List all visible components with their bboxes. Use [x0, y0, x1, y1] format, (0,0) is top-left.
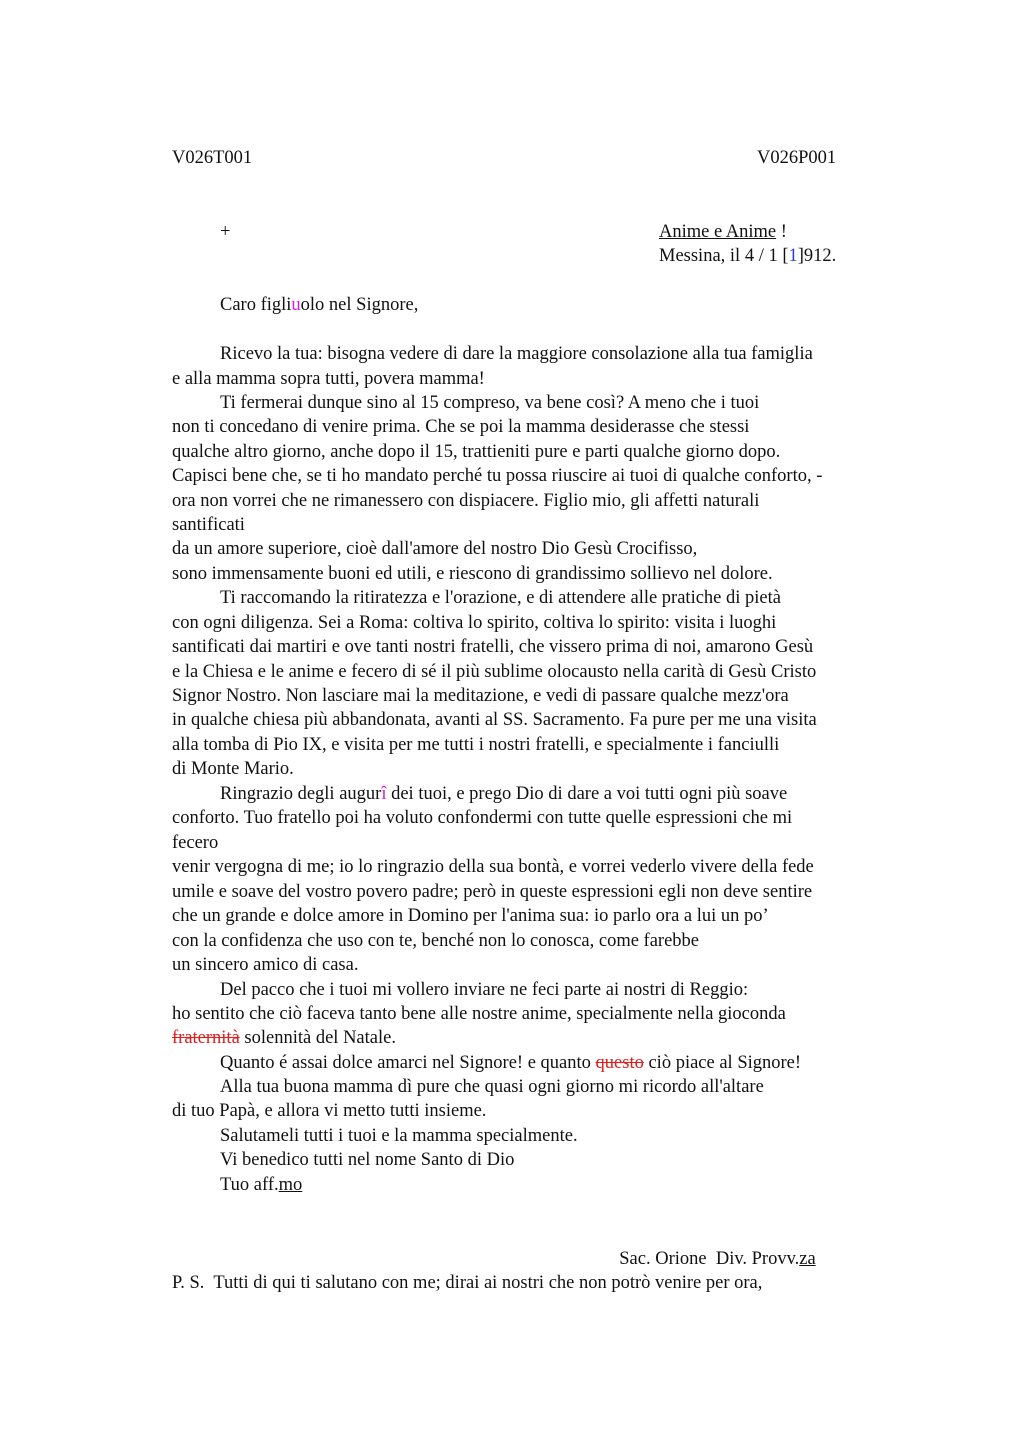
- body-line: venir vergogna di me; io lo ringrazio della sua bontà, e vorrei vederlo vivere della fede: [172, 857, 814, 877]
- natale-post: solennità del Natale.: [239, 1028, 396, 1048]
- closing-line: Salutameli tutti i tuoi e la mamma specialmente.: [220, 1126, 578, 1146]
- body-line: che un grande e dolce amore in Domino per l'anima sua: io parlo ora a lui un po’: [172, 906, 769, 926]
- greeting-post: olo nel Signore,: [300, 295, 419, 315]
- body-line: Ti raccomando la ritiratezza e l'orazione, e di attendere alle pratiche di pietà: [220, 588, 781, 608]
- motto: [659, 220, 787, 245]
- date-pre: Messina, il 4 / 1 [: [659, 246, 789, 266]
- amarci-pre: Quanto é assai dolce amarci nel Signore! e quanto: [220, 1053, 596, 1073]
- body-line: di Monte Mario.: [172, 759, 294, 779]
- date-insert: 1: [788, 246, 798, 266]
- postscript: P. S. Tutti di qui ti salutano con me; dirai ai nostri che non potrò venire per ora,: [172, 1273, 763, 1293]
- signature-pre: Sac. Orione Div. Provv.: [619, 1248, 800, 1269]
- body-line: qualche altro giorno, anche dopo il 15, trattieniti pure e parti qualche giorno dopo.: [172, 442, 781, 462]
- motto-text: Anime e Anime: [659, 222, 777, 242]
- body-line: non ti concedano di venire prima. Che se poi la mamma desiderasse che stessi: [172, 417, 750, 437]
- valediction: [220, 1173, 302, 1198]
- date-line: [659, 244, 836, 269]
- valediction-sup: mo: [278, 1175, 303, 1195]
- cross-symbol: +: [220, 222, 231, 242]
- augur-post: dei tuoi, e prego Dio di dare a voi tutti ogni più soave: [386, 784, 788, 804]
- deleted-word: questo: [595, 1053, 644, 1073]
- greeting-insert: u: [291, 295, 301, 315]
- body-line: conforto. Tuo fratello poi ha voluto confondermi con tutte quelle espressioni che mi: [172, 808, 793, 828]
- body-line: santificati: [172, 515, 245, 535]
- valediction-pre: Tuo aff.: [220, 1175, 279, 1195]
- body-line: santificati dai martiri e ove tanti nostri fratelli, che vissero prima di noi, amarono Gesù: [172, 637, 814, 657]
- body-line: con ogni diligenza. Sei a Roma: coltiva lo spirito, coltiva lo spirito: visita i luoghi: [172, 613, 777, 633]
- body-line: un sincero amico di casa.: [172, 955, 359, 975]
- signature-sup: za: [799, 1248, 816, 1269]
- header-right-code: V026P001: [757, 148, 837, 168]
- body-line: Capisci bene che, se ti ho mandato perché tu possa riuscire ai tuoi di qualche conforto, -: [172, 466, 823, 486]
- closing-line: Alla tua buona mamma dì pure che quasi ogni giorno mi ricordo all'altare: [220, 1077, 764, 1097]
- amarci-line: [220, 1051, 801, 1076]
- header-left-code: V026T001: [172, 148, 253, 168]
- body-line: Signor Nostro. Non lasciare mai la meditazione, e vedi di passare qualche mezz'ora: [172, 686, 789, 706]
- body-line: Del pacco che i tuoi mi vollero inviare ne feci parte ai nostri di Reggio:: [220, 980, 749, 1000]
- deleted-word: fraternità: [172, 1028, 240, 1048]
- body-line: e alla mamma sopra tutti, povera mamma!: [172, 369, 485, 389]
- body-line: alla tomba di Pio IX, e visita per me tutti i nostri fratelli, e specialmente i fanciulli: [172, 735, 780, 755]
- closing-line: di tuo Papà, e allora vi metto tutti insieme.: [172, 1101, 487, 1121]
- augur-pre: Ringrazio degli augur: [220, 784, 382, 804]
- body-line: sono immensamente buoni ed utili, e riescono di grandissimo sollievo nel dolore.: [172, 564, 773, 584]
- body-line: Ti fermerai dunque sino al 15 compreso, va bene così? A meno che i tuoi: [220, 393, 760, 413]
- body-line: umile e soave del vostro povero padre; però in queste espressioni egli non deve sentire: [172, 882, 813, 902]
- amarci-post: ciò piace al Signore!: [643, 1053, 802, 1073]
- augur-line: [220, 782, 787, 807]
- augur-insert: î: [381, 784, 387, 804]
- date-post: ]912.: [797, 246, 837, 266]
- body-line: fecero: [172, 833, 219, 853]
- body-line: con la confidenza che uso con te, benché non lo conosca, come farebbe: [172, 931, 700, 951]
- greeting-pre: Caro figli: [220, 295, 292, 315]
- body-line: ho sentito che ciò faceva tanto bene alle nostre anime, specialmente nella gioconda: [172, 1004, 786, 1024]
- body-line: ora non vorrei che ne rimanessero con dispiacere. Figlio mio, gli affetti naturali: [172, 491, 760, 511]
- body-line: Ricevo la tua: bisogna vedere di dare la maggiore consolazione alla tua famiglia: [220, 344, 813, 364]
- greeting: [220, 293, 418, 318]
- closing-line: Vi benedico tutti nel nome Santo di Dio: [220, 1150, 515, 1170]
- natale-line: [172, 1026, 396, 1051]
- motto-exclaim: !: [776, 222, 787, 242]
- body-line: e la Chiesa e le anime e fecero di sé il più sublime olocausto nella carità di Gesù Cristo: [172, 662, 817, 682]
- body-line: in qualche chiesa più abbandonata, avanti al SS. Sacramento. Fa pure per me una visita: [172, 710, 817, 730]
- body-line: da un amore superiore, cioè dall'amore del nostro Dio Gesù Crocifisso,: [172, 539, 698, 559]
- signature: [610, 1222, 816, 1271]
